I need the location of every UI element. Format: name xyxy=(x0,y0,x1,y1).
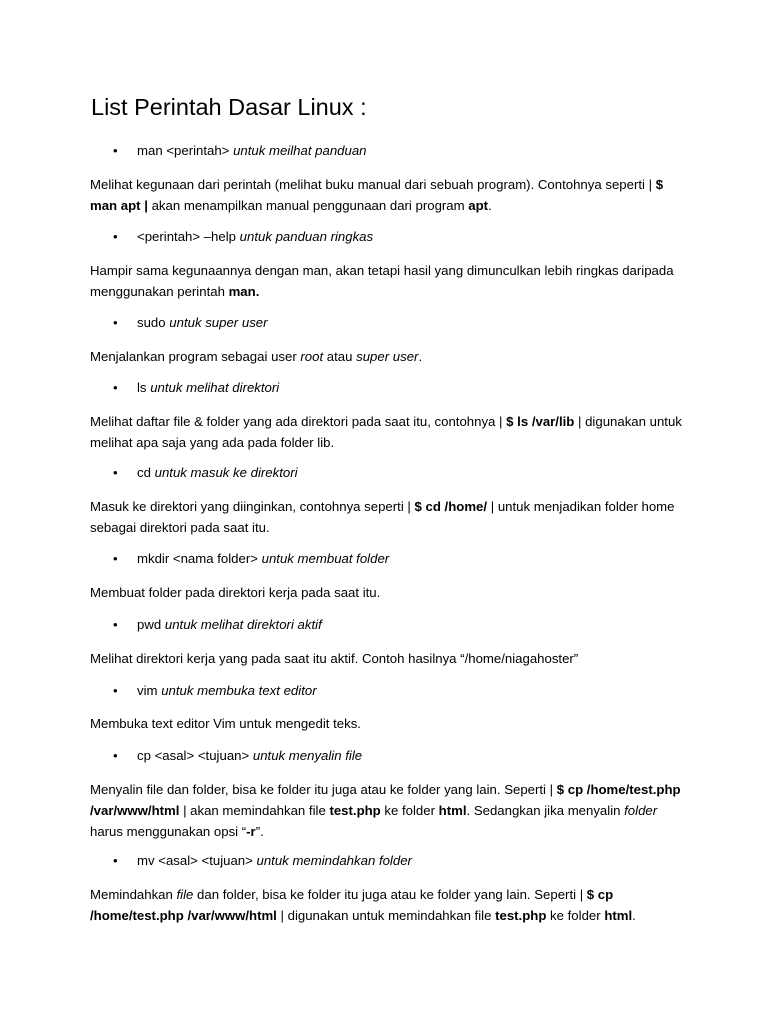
command-explanation xyxy=(90,411,690,453)
command-explanation xyxy=(90,174,690,216)
text-run: Memindahkan xyxy=(90,887,177,902)
text-run: . xyxy=(632,908,636,923)
command-explanation xyxy=(90,346,690,367)
text-run: atau xyxy=(323,349,357,364)
text-run: $ ls /var/lib xyxy=(506,414,575,429)
text-run: $ cp /home/test.php /var/www/html xyxy=(90,782,681,818)
command-name: cd xyxy=(137,465,151,480)
bullet-icon: • xyxy=(113,551,118,566)
text-run: $ cd /home/ xyxy=(414,499,488,514)
text-run: file xyxy=(176,887,194,902)
text-run: man. xyxy=(228,284,260,299)
command-item xyxy=(113,314,268,332)
command-description: untuk meilhat panduan xyxy=(233,143,367,158)
text-run: Membuat folder pada direktori kerja pada saat itu. xyxy=(90,585,381,600)
text-run: | digunakan untuk melihat apa saja yang ada pada folder lib. xyxy=(90,414,682,450)
bullet-icon: • xyxy=(113,465,118,480)
bullet-icon: • xyxy=(113,143,118,158)
command-name: ls xyxy=(137,380,147,395)
text-run: ke folder xyxy=(546,908,605,923)
command-item xyxy=(113,379,279,397)
command-item xyxy=(113,747,362,765)
command-item xyxy=(113,464,298,482)
bullet-icon: • xyxy=(113,315,118,330)
bullet-icon: • xyxy=(113,683,118,698)
command-explanation xyxy=(90,648,690,669)
bullet-icon: • xyxy=(113,748,118,763)
bullet-icon: • xyxy=(113,853,118,868)
command-description: untuk masuk ke direktori xyxy=(154,465,298,480)
command-explanation xyxy=(90,260,690,302)
command-description: untuk panduan ringkas xyxy=(239,229,374,244)
text-run: Membuka text editor Vim untuk mengedit teks. xyxy=(90,716,361,731)
bullet-icon: • xyxy=(113,380,118,395)
command-name: mkdir <nama folder> xyxy=(137,551,258,566)
text-run: Masuk ke direktori yang diinginkan, contohnya seperti | xyxy=(90,499,415,514)
text-run: test.php xyxy=(495,908,547,923)
text-run: $ cp /home/test.php /var/www/html xyxy=(90,887,614,923)
text-run: Melihat direktori kerja yang pada saat itu aktif. Contoh hasilnya “/home/niagahoster” xyxy=(90,651,579,666)
text-run: Menyalin file dan folder, bisa ke folder itu juga atau ke folder yang lain. Seperti | xyxy=(90,782,557,797)
command-explanation xyxy=(90,496,690,538)
text-run: | digunakan untuk memindahkan file xyxy=(276,908,496,923)
text-run: harus menggunakan opsi “ xyxy=(90,824,247,839)
command-explanation xyxy=(90,884,690,926)
text-run: super user xyxy=(356,349,419,364)
command-description: untuk membuka text editor xyxy=(161,683,317,698)
command-description: untuk melihat direktori xyxy=(150,380,280,395)
command-name: pwd xyxy=(137,617,162,632)
bullet-icon: • xyxy=(113,229,118,244)
command-name: vim xyxy=(137,683,158,698)
command-item xyxy=(113,550,389,568)
command-name: mv <asal> <tujuan> xyxy=(137,853,253,868)
text-run: . xyxy=(418,349,423,364)
command-description: untuk memindahkan folder xyxy=(256,853,412,868)
command-name: man <perintah> xyxy=(137,143,230,158)
page-title: List Perintah Dasar Linux : xyxy=(91,94,367,120)
text-run: apt xyxy=(468,198,489,213)
text-run: | akan memindahkan file xyxy=(179,803,330,818)
text-run: Melihat daftar file & folder yang ada direktori pada saat itu, contohnya | xyxy=(90,414,507,429)
command-description: untuk menyalin file xyxy=(252,748,363,763)
text-run: html xyxy=(604,908,633,923)
text-run: akan menampilkan manual penggunaan dari program xyxy=(147,198,469,213)
text-run: . Sedangkan jika menyalin xyxy=(466,803,625,818)
command-item xyxy=(113,142,367,160)
command-description: untuk membuat folder xyxy=(261,551,390,566)
command-item xyxy=(113,228,373,246)
text-run: Menjalankan program sebagai user xyxy=(90,349,301,364)
command-description: untuk melihat direktori aktif xyxy=(164,617,322,632)
command-explanation xyxy=(90,779,690,842)
text-run: ke folder xyxy=(380,803,439,818)
bullet-icon: • xyxy=(113,617,118,632)
text-run: -r xyxy=(246,824,256,839)
command-name: <perintah> –help xyxy=(137,229,236,244)
command-description: untuk super user xyxy=(169,315,268,330)
text-run: root xyxy=(300,349,324,364)
text-run: Hampir sama kegunaannya dengan man, akan tetapi hasil yang dimunculkan lebih ringkas daripada menggunakan perintah xyxy=(90,263,674,299)
text-run: html xyxy=(438,803,467,818)
text-run: dan folder, bisa ke folder itu juga atau ke folder yang lain. Seperti | xyxy=(193,887,587,902)
text-run: . xyxy=(488,198,492,213)
text-run: Melihat kegunaan dari perintah (melihat buku manual dari sebuah program). Contohnya seperti | xyxy=(90,177,656,192)
command-item xyxy=(113,616,322,634)
command-item xyxy=(113,852,412,870)
command-explanation xyxy=(90,582,690,603)
text-run: test.php xyxy=(329,803,381,818)
command-name: cp <asal> <tujuan> xyxy=(137,748,250,763)
text-run: $ man apt | xyxy=(90,177,664,213)
text-run: | untuk menjadikan folder home sebagai direktori pada saat itu. xyxy=(90,499,675,535)
text-run: folder xyxy=(624,803,658,818)
command-name: sudo xyxy=(137,315,166,330)
text-run: ”. xyxy=(255,824,264,839)
command-explanation xyxy=(90,713,690,734)
command-item xyxy=(113,682,317,700)
